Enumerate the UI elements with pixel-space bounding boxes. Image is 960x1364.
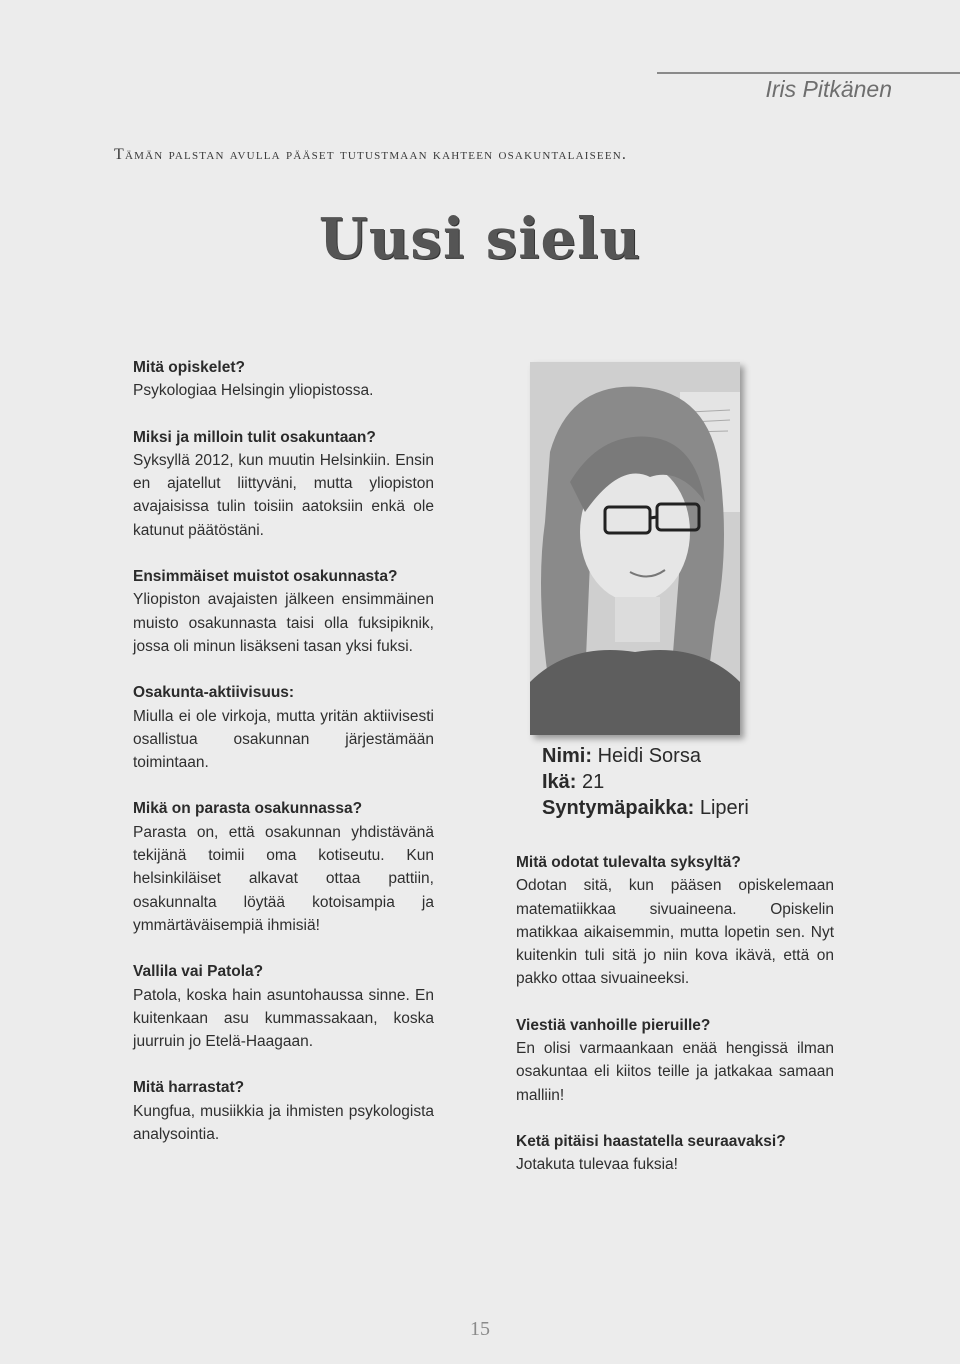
answer: Parasta on, että osakunnan yhdistävänä tekijänä toimii oma kotiseutu. Kun helsinkiläiset alkavat ottaa pattiin, osakunnalta löytää kotoisampia ja ymmärtäväisempiä ihmisiä! bbox=[133, 823, 434, 934]
page-number: 15 bbox=[470, 1318, 490, 1340]
question: Miksi ja milloin tulit osakuntaan? bbox=[133, 428, 376, 446]
left-column bbox=[133, 356, 434, 1169]
birthplace-value: Liperi bbox=[699, 797, 749, 819]
age-value: 21 bbox=[582, 771, 605, 793]
article-title: Uusi sielu bbox=[318, 206, 642, 272]
portrait-illustration bbox=[530, 362, 740, 735]
portrait-photo bbox=[530, 362, 740, 735]
answer: Jotakuta tulevaa fuksia! bbox=[516, 1156, 678, 1174]
question: Viestiä vanhoille pieruille? bbox=[516, 1016, 711, 1034]
qa-item bbox=[133, 565, 434, 658]
profile-birthplace-row bbox=[542, 795, 749, 821]
header-rule bbox=[657, 72, 960, 74]
answer: Odotan sitä, kun pääsen opiskelemaan matematiikkaa sivuaineena. Opiskelin matikkaa aikaisemmin, mutta lopetin sen. Nyt kuitenkin tuli sitä jo niin kova ikävä, että on pakko ottaa sivuaineeksi. bbox=[516, 877, 834, 988]
qa-item bbox=[133, 960, 434, 1053]
name-value: Heidi Sorsa bbox=[597, 745, 701, 767]
question: Mikä on parasta osakunnassa? bbox=[133, 800, 363, 818]
birthplace-label: Syntymäpaikka: bbox=[542, 797, 695, 819]
qa-item bbox=[516, 851, 834, 991]
age-label: Ikä: bbox=[542, 771, 577, 793]
profile-name-row bbox=[542, 743, 749, 769]
profile-age-row bbox=[542, 769, 749, 795]
answer: Psykologiaa Helsingin yliopistossa. bbox=[133, 382, 374, 400]
qa-item bbox=[133, 681, 434, 774]
name-label: Nimi: bbox=[542, 745, 592, 767]
question: Ketä pitäisi haastatella seuraavaksi? bbox=[516, 1132, 786, 1150]
profile-facts bbox=[542, 743, 749, 821]
intro-text: Tämän palstan avulla pääset tutustmaan kahteen osakuntalaiseen. bbox=[114, 146, 628, 163]
answer: Yliopiston avajaisten jälkeen ensimmäinen muisto osakunnasta taisi olla fuksipiknik, jossa oli minun lisäkseni tasan yksi fuksi. bbox=[133, 591, 434, 655]
answer: Patola, koska hain asuntohaussa sinne. En kuitenkaan asu kummassakaan, koska juurruin jo Etelä-Haagaan. bbox=[133, 986, 434, 1051]
answer: Syksyllä 2012, kun muutin Helsinkiin. Ensin en ajatellut liittyväni, mutta yliopiston avajaisissa tulin toisiin aatoksiin enkä ole katunut päätöstäni. bbox=[133, 451, 434, 539]
right-column bbox=[516, 851, 834, 1200]
question: Vallila vai Patola? bbox=[133, 963, 264, 981]
qa-item bbox=[133, 356, 434, 403]
answer: En olisi varmaankaan enää hengissä ilman osakuntaa eli kiitos teille ja jatkakaa samaan malliin! bbox=[516, 1040, 834, 1104]
question: Ensimmäiset muistot osakunnasta? bbox=[133, 568, 398, 586]
qa-item bbox=[133, 426, 434, 542]
author-name: Iris Pitkänen bbox=[765, 76, 892, 102]
question: Osakunta-aktiivisuus: bbox=[133, 684, 295, 702]
question: Mitä harrastat? bbox=[133, 1079, 245, 1097]
qa-item bbox=[516, 1130, 834, 1177]
question: Mitä opiskelet? bbox=[133, 359, 245, 376]
qa-item bbox=[516, 1014, 834, 1107]
qa-item bbox=[133, 797, 434, 937]
qa-item bbox=[133, 1076, 434, 1146]
answer: Miulla ei ole virkoja, mutta yritän aktiivisesti osallistua osakunnan järjestämään toimintaan. bbox=[133, 707, 434, 772]
question: Mitä odotat tulevalta syksyltä? bbox=[516, 854, 741, 871]
answer: Kungfua, musiikkia ja ihmisten psykologista analysointia. bbox=[133, 1102, 434, 1144]
